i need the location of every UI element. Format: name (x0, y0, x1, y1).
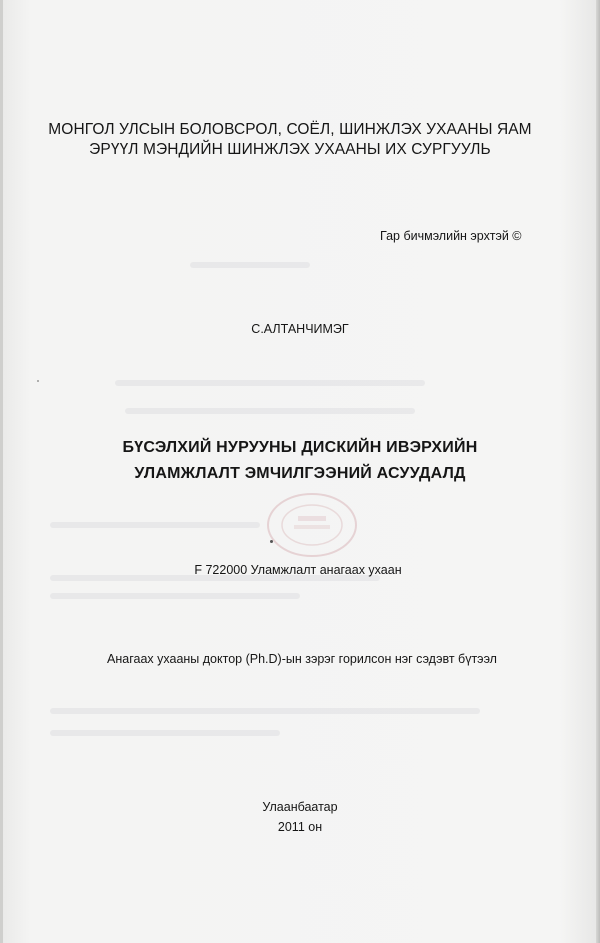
city-name: Улаанбаатар (262, 800, 338, 814)
bleed-through-line (50, 522, 260, 528)
publication-year: 2011 он (277, 820, 323, 834)
bleed-through-line (115, 380, 425, 386)
page-left-edge (0, 0, 3, 943)
thesis-title (60, 435, 540, 487)
page-right-edge (596, 0, 600, 943)
author-name: С.АЛТАНЧИМЭГ (251, 322, 349, 336)
ministry-heading (40, 120, 540, 160)
bleed-through-line (50, 730, 280, 736)
bleed-through-line (190, 262, 310, 268)
place-and-year (220, 797, 380, 837)
bleed-through-line (50, 708, 480, 714)
degree-statement: Анагаах ухааны доктор (Ph.D)-ын зэрэг горилсон нэг сэдэвт бүтээл (107, 652, 497, 666)
bleed-through-line (125, 408, 415, 414)
stamp-bleed-through (262, 490, 362, 560)
bleed-through-line (50, 593, 300, 599)
thesis-title-line-1: БҮСЭЛХИЙ НУРУУНЫ ДИСКИЙН ИВЭРХИЙН (122, 439, 478, 456)
ministry-name: МОНГОЛ УЛСЫН БОЛОВСРОЛ, СОЁЛ, ШИНЖЛЭХ УХААНЫ ЯАМ (48, 121, 532, 138)
ink-speck (270, 540, 273, 543)
ink-speck (37, 380, 39, 382)
copyright-note: Гар бичмэлийн эрхтэй © (380, 229, 522, 243)
university-name: ЭРҮҮЛ МЭНДИЙН ШИНЖЛЭХ УХААНЫ ИХ СУРГУУЛЬ (89, 141, 491, 158)
specialty-code: F 722000 Уламжлалт анагаах ухаан (194, 563, 402, 577)
thesis-title-line-2: УЛАМЖЛАЛТ ЭМЧИЛГЭЭНИЙ АСУУДАЛД (134, 465, 466, 482)
